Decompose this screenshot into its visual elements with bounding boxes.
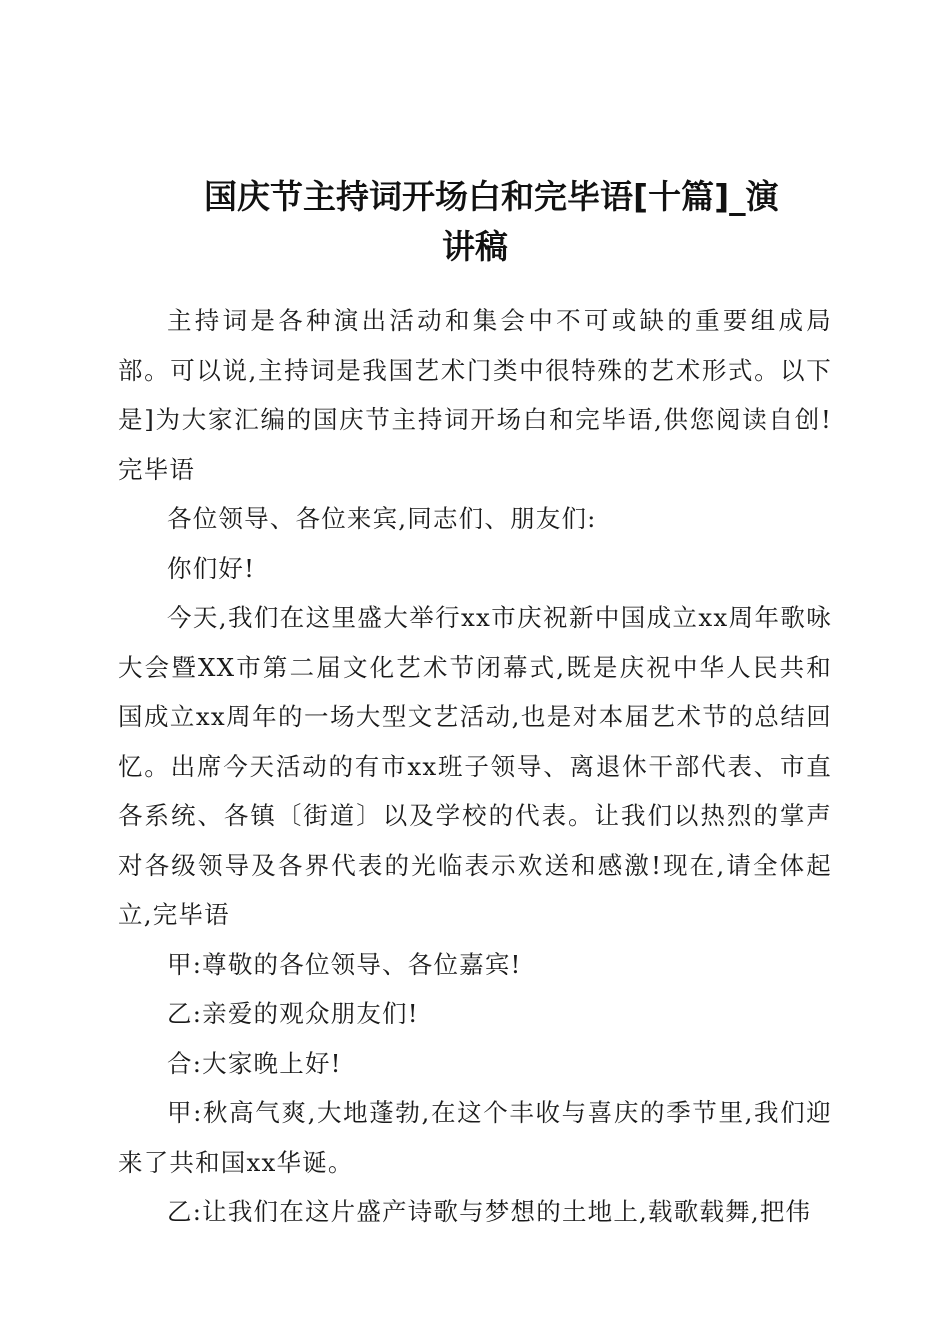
paragraph-greeting: 各位领导、各位来宾,同志们、朋友们: [167, 504, 597, 533]
title-line-1: 国庆节主持词开场白和完毕语[十篇]_演 [204, 177, 779, 216]
paragraph-opening: 今天,我们在这里盛大举行xx市庆祝新中国成立xx周年歌咏大会暨XX市第二届文化艺术节闭幕式,既是庆祝中华人民共和国成立xx周年的一场大型文艺活动,也是对本届艺术节的总结回忆。出席今天活动的有市xx班子领导、离退休干部代表、市直各系统、各镇〔街道〕以及学校的代表。让我们以热烈的掌声对各级领导及各界代表的光临表示欢送和感激!现在,请全体起立,完毕语 [118, 603, 832, 929]
document-body [118, 296, 832, 1237]
paragraph-together: 合:大家晚上好! [167, 1048, 342, 1078]
paragraph-speaker-yi-1: 乙:亲爱的观众朋友们! [167, 999, 419, 1028]
document-title [118, 172, 832, 272]
paragraph-intro: 主持词是各种演出活动和集会中不可或缺的重要组成局部。可以说,主持词是我国艺术门类中很特殊的艺术形式。以下是]为大家汇编的国庆节主持词开场白和完毕语,供您阅读自创!完毕语 [118, 306, 832, 484]
paragraph-speaker-jia-1: 甲:尊敬的各位领导、各位嘉宾! [167, 949, 522, 979]
paragraph-hello: 你们好! [167, 553, 256, 583]
title-line-2: 讲稿 [442, 227, 508, 266]
paragraph-speaker-jia-2: 甲:秋高气爽,大地蓬勃,在这个丰收与喜庆的季节里,我们迎来了共和国xx华诞。 [118, 1098, 832, 1177]
paragraph-speaker-yi-2: 乙:让我们在这片盛产诗歌与梦想的土地上,载歌载舞,把伟 [167, 1197, 812, 1226]
